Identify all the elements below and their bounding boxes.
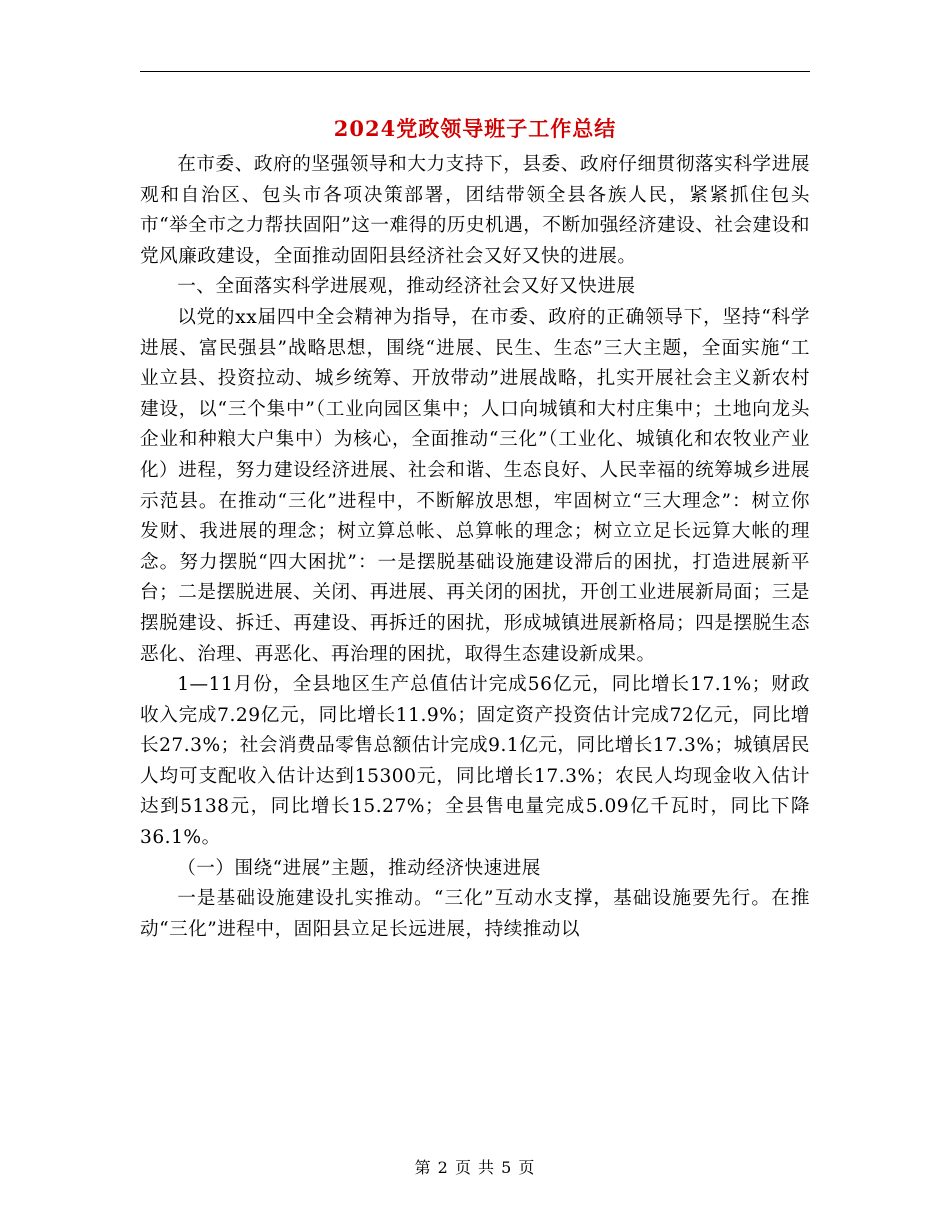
subsection-heading-1: （一）围绕“进展”主题，推动经济快速进展 [177,857,541,879]
document-body [140,150,810,945]
paragraph-strategy: 以党的xx届四中全会精神为指导，在市委、政府的正确领导下，坚持“科学进展、富民强县”战略思想，围绕“进展、民生、生态”三大主题，全面实施“工业立县、投资拉动、城乡统筹、开放带动”进展战略，扎实开展社会主义新农村建设，以“三个集中”（工业向园区集中；人口向城镇和大村庄集中；土地向龙头企业和种粮大户集中）为核心，全面推动“三化”（工业化、城镇化和农牧业产业化）进程，努力建设经济进展、社会和谐、生态良好、人民幸福的统筹城乡进展示范县。在推动“三化”进程中，不断解放思想，牢固树立“三大理念”：树立你发财、我进展的理念；树立算总帐、总算帐的理念；树立立足长远算大帐的理念。努力摆脱“四大困扰”：一是摆脱基础设施建设滞后的困扰，打造进展新平台；二是摆脱进展、关闭、再进展、再关闭的困扰，开创工业进展新局面；三是摆脱建设、拆迁、再建设、再拆迁的困扰，形成城镇进展新格局；四是摆脱生态恶化、治理、再恶化、再治理的困扰，取得生态建设新成果。 [140,306,810,665]
document-title: 2024党政领导班子工作总结 [333,116,617,141]
header-rule [140,71,810,72]
section-heading-1: 一、全面落实科学进展观，推动经济社会又好又快进展 [177,276,636,298]
paragraph-infrastructure: 一是基础设施建设扎实推动。“三化”互动水支撑，基础设施要先行。在推动“三化”进程中，固阳县立足长远进展，持续推动以 [140,888,810,940]
page-footer: 第 2 页 共 5 页 [414,1158,536,1177]
paragraph-intro: 在市委、政府的坚强领导和大力支持下，县委、政府仔细贯彻落实科学进展观和自治区、包头市各项决策部署，团结带领全县各族人民，紧紧抓住包头市“举全市之力帮扶固阳”这一难得的历史机遇，不断加强经济建设、社会建设和党风廉政建设，全面推动固阳县经济社会又好又快的进展。 [140,154,810,267]
paragraph-statistics: 1—11月份，全县地区生产总值估计完成56亿元，同比增长17.1%；财政收入完成7.29亿元，同比增长11.9%；固定资产投资估计完成72亿元，同比增长27.3%；社会消费品零售总额估计完成9.1亿元，同比增长17.3%；城镇居民人均可支配收入估计达到15300元，同比增长17.3%；农民人均现金收入估计达到5138元，同比增长15.27%；全县售电量完成5.09亿千瓦时，同比下降36.1%。 [140,674,810,849]
